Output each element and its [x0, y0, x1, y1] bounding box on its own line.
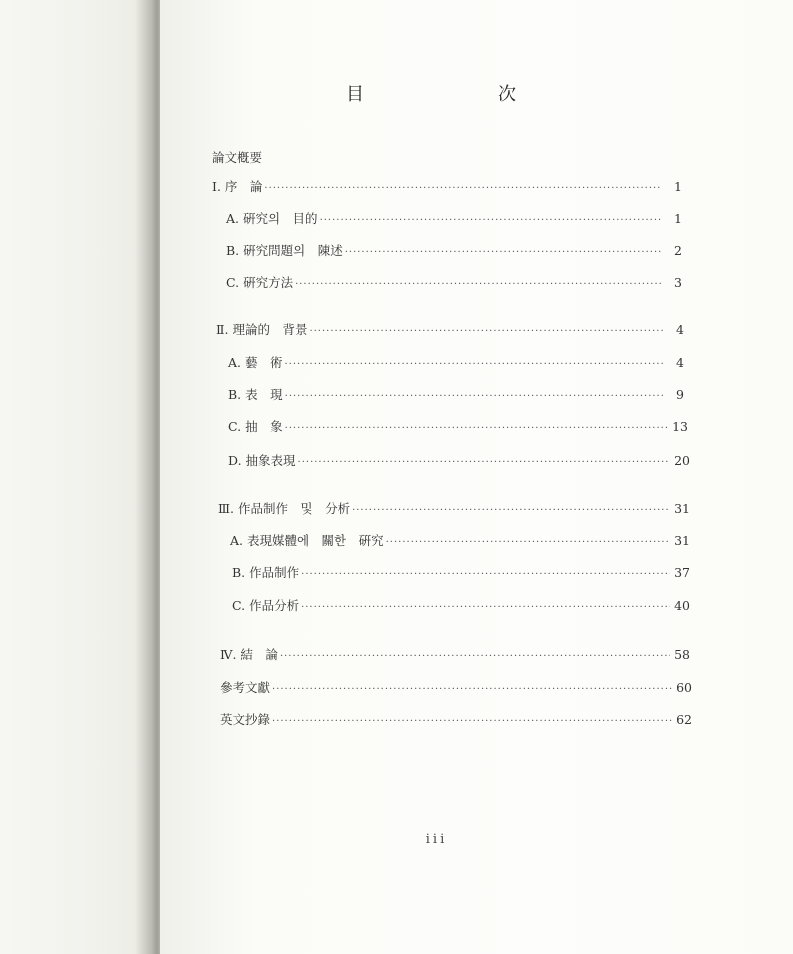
toc-entry-label: Ⅰ. 序 論 — [212, 179, 263, 194]
toc-entry-page: 20 — [674, 453, 690, 468]
toc-entry-label: B. 硏究問題의 陳述 — [226, 243, 343, 258]
toc-entry-chapter-2 — [216, 320, 684, 340]
title-char-1: 目 — [346, 84, 364, 105]
table-of-contents — [212, 147, 692, 727]
toc-entry-references — [220, 678, 692, 698]
page-number: iii — [425, 832, 448, 847]
toc-entry-page: 60 — [676, 680, 692, 695]
toc-entry-page: 40 — [674, 598, 690, 613]
toc-leader-dots — [320, 211, 662, 231]
toc-leader-dots — [345, 243, 662, 263]
toc-entry-chapter-1 — [212, 177, 682, 197]
toc-leader-dots — [272, 680, 672, 700]
toc-leader-dots — [386, 533, 670, 553]
toc-entry-label: D. 抽象表現 — [228, 453, 296, 468]
toc-entry-3b — [232, 563, 690, 583]
toc-entry-page: 37 — [674, 565, 690, 580]
left-page — [0, 0, 150, 954]
toc-leader-dots — [352, 501, 670, 521]
toc-entry-label: B. 作品制作 — [232, 565, 300, 580]
toc-entry-english-abstract — [220, 710, 692, 730]
toc-leader-dots — [285, 387, 664, 407]
toc-entry-label: 參考文獻 — [220, 680, 271, 695]
toc-entry-2b — [228, 385, 684, 405]
toc-entry-page: 13 — [672, 419, 688, 434]
toc-entry-chapter-3 — [218, 499, 690, 519]
toc-entry-page: 3 — [674, 275, 682, 290]
right-page — [160, 0, 793, 954]
toc-leader-dots — [301, 598, 670, 618]
toc-entry-page: 4 — [676, 322, 684, 337]
toc-entry-2c — [228, 417, 688, 437]
toc-leader-dots — [285, 419, 668, 439]
toc-entry-label: B. 表 現 — [228, 387, 283, 402]
toc-leader-dots — [264, 179, 662, 199]
toc-entry-2a — [228, 353, 684, 373]
toc-entry-page: 1 — [674, 211, 682, 226]
toc-entry-label: A. 藝 術 — [228, 355, 283, 370]
toc-entry-page: 9 — [676, 387, 684, 402]
toc-leader-dots — [284, 355, 664, 375]
toc-entry-label: C. 作品分析 — [232, 598, 300, 613]
toc-entry-label: Ⅲ. 作品制作 및 分析 — [218, 501, 351, 516]
toc-entry-label: A. 表現媒體에 關한 硏究 — [230, 533, 384, 548]
toc-entry-label: Ⅱ. 理論的 背景 — [216, 322, 308, 337]
toc-entry-label: Ⅳ. 結 論 — [220, 647, 278, 662]
toc-leader-dots — [295, 275, 662, 295]
toc-leader-dots — [272, 712, 672, 732]
toc-header: 論文槪要 — [212, 150, 263, 165]
toc-entry-1c — [226, 273, 682, 293]
toc-entry-page: 1 — [674, 179, 682, 194]
toc-entry-3c — [232, 596, 690, 616]
toc-entry-page: 31 — [674, 501, 690, 516]
toc-entry-page: 4 — [676, 355, 684, 370]
toc-entry-2d — [228, 451, 690, 471]
toc-entry-page: 31 — [674, 533, 690, 548]
page-title — [346, 80, 516, 106]
toc-entry-page: 62 — [676, 712, 692, 727]
toc-entry-label: C. 抽 象 — [228, 419, 283, 434]
toc-entry-1a — [226, 209, 682, 229]
toc-entry-label: C. 硏究方法 — [226, 275, 294, 290]
title-char-2: 次 — [498, 84, 516, 105]
toc-entry-label: A. 硏究의 目的 — [226, 211, 318, 226]
toc-leader-dots — [301, 565, 670, 585]
toc-entry-3a — [230, 531, 690, 551]
toc-entry-page: 2 — [674, 243, 682, 258]
toc-entry-chapter-4 — [220, 645, 690, 665]
toc-entry-page: 58 — [674, 647, 690, 662]
toc-entry-label: 英文抄錄 — [220, 712, 271, 727]
toc-entry-1b — [226, 241, 682, 261]
toc-leader-dots — [298, 453, 670, 473]
toc-leader-dots — [280, 647, 670, 667]
toc-leader-dots — [309, 322, 664, 342]
